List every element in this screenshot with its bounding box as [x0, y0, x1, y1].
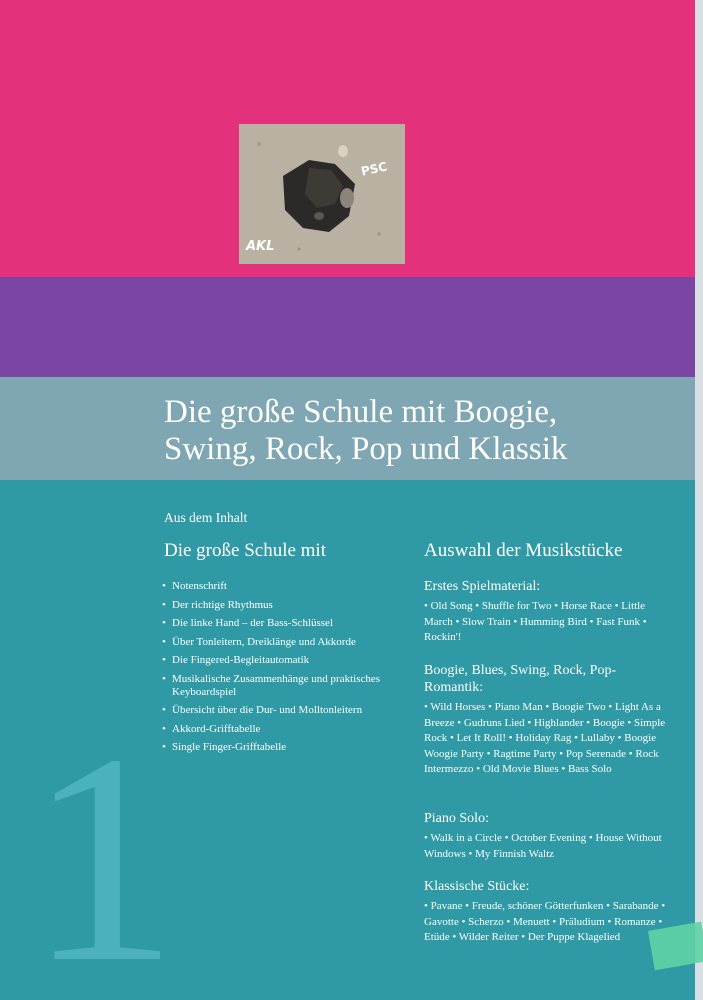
volume-number: 1: [28, 692, 178, 1000]
section-title: Boogie, Blues, Swing, Rock, Pop-Romantik:: [424, 663, 617, 695]
section-title: Klassische Stücke:: [424, 879, 530, 894]
list-item: • Über Tonleitern, Dreiklänge und Akkorde: [162, 636, 402, 649]
right-column-heading: Auswahl der Musikstücke: [424, 540, 623, 561]
section-boogie-blues: [424, 662, 674, 778]
list-item: • Musikalische Zusammenhänge und praktisches Keyboardspiel: [162, 673, 402, 699]
contents-intro: Aus dem Inhalt: [164, 510, 248, 525]
stone-photo: [239, 124, 405, 264]
left-column-heading: Die große Schule mit: [164, 540, 326, 561]
section-text: • Walk in a Circle • October Evening • House Without Windows • My Finnish Waltz: [424, 832, 662, 860]
photo-caption-akl: AKL: [246, 239, 275, 254]
green-sticker: [648, 922, 703, 971]
book-title: Die große Schule mit Boogie, Swing, Rock, Pop und Klassik: [164, 394, 568, 467]
section-erstes-spielmaterial: [424, 578, 674, 646]
list-item: • Übersicht über die Dur- und Molltonleitern: [162, 704, 402, 717]
section-klassische-stuecke: [424, 878, 674, 946]
list-item: • Die Fingered-Begleitautomatik: [162, 654, 402, 667]
page-edge: [695, 0, 703, 1000]
contents-list: [162, 580, 402, 760]
list-item: • Die linke Hand – der Bass-Schlüssel: [162, 617, 402, 630]
photo-caption-psc: PSC: [359, 159, 389, 179]
section-title: Piano Solo:: [424, 811, 489, 826]
section-piano-solo: [424, 810, 674, 862]
purple-band: [0, 277, 695, 377]
section-text: • Wild Horses • Piano Man • Boogie Two • Light As a Breeze • Gudruns Lied • Highlander • Boogie • Simple Rock • Let It Roll! • Holiday Rag • Lullaby • Boogie Woogie Party • Ragtime Party • Pop Serenade • Rock Intermezzo • Old Movie Blues • Bass Solo: [424, 701, 666, 776]
list-item: • Akkord-Grifftabelle: [162, 723, 402, 736]
list-item: • Notenschrift: [162, 580, 402, 593]
section-text: • Old Song • Shuffle for Two • Horse Race • Little March • Slow Train • Humming Bird • Fast Funk • Rockin'!: [424, 600, 647, 644]
list-item: • Single Finger-Grifftabelle: [162, 741, 402, 754]
section-title: Erstes Spielmaterial:: [424, 579, 541, 594]
list-item: • Der richtige Rhythmus: [162, 599, 402, 612]
section-text: • Pavane • Freude, schöner Götterfunken • Sarabande • Gavotte • Scherzo • Menuett • Präludium • Romanze • Etüde • Wilder Reiter • Der Puppe Klagelied: [424, 900, 666, 944]
